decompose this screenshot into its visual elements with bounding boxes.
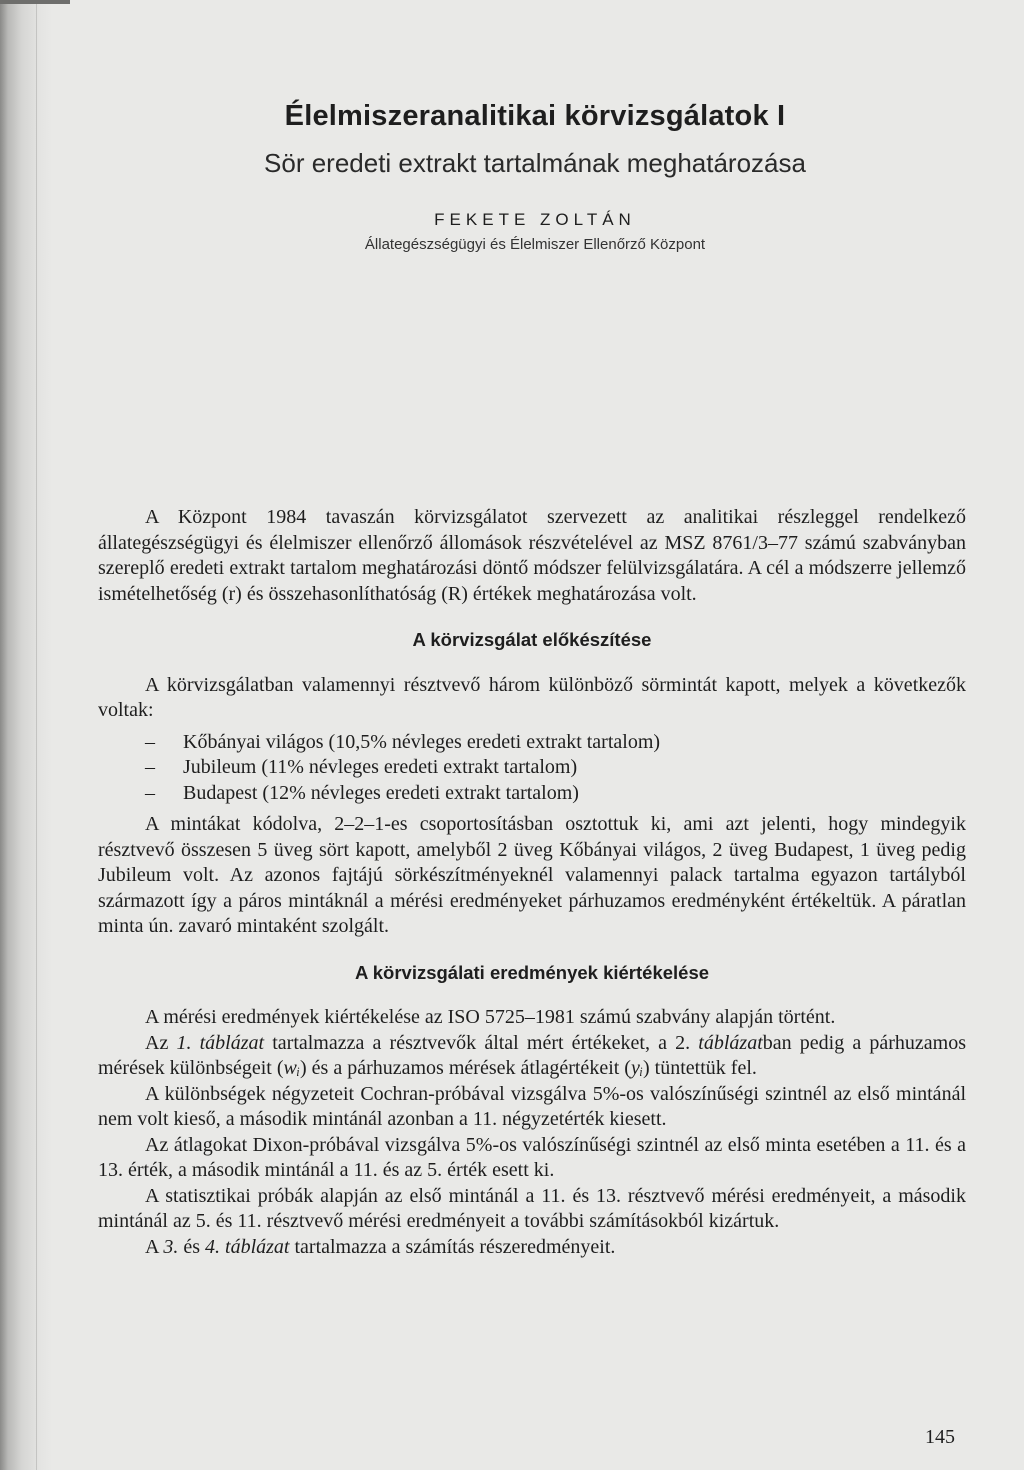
italic-table-ref: 1. táblázat (176, 1031, 265, 1054)
text-run: ) és a párhuzamos mérések átlagértékeit ( (300, 1057, 631, 1079)
list-item (145, 730, 966, 756)
list-item-text: Kőbányai világos (10,5% névleges eredeti extrakt tartalom) (183, 730, 661, 753)
evaluation-paragraph-3: A különbségek négyzeteit Cochran-próbával vizsgálva 5%-os valószínűségi szintnél az első mintánál nem volt kieső, a második mintánál azonban a 11. négyzetérték kiesett. (98, 1082, 966, 1130)
text-run: és (178, 1235, 206, 1258)
preparation-paragraph: A körvizsgálatban valamennyi résztvevő három különböző sörmintát kapott, melyek a következők voltak: (98, 673, 966, 721)
list-item-text: Jubileum (11% névleges eredeti extrakt tartalom) (183, 756, 578, 778)
sample-list (98, 730, 966, 807)
distribution-paragraph: A mintákat kódolva, 2–2–1-es csoportosításban osztottuk ki, ami azt jelenti, hogy mindegyik résztvevő összesen 5 üveg sört kapott, amelyből 2 üveg Kőbányai világos, 2 üveg Budapest, 1 üveg pedig Jubileum volt. Az azonos fajtájú sörkészítményeknél valamennyi palack tartalma egyazon tartályból származott így a páros mintáknál a mérési eredményeket párhuzamos eredményként értékeltük. A páratlan minta ún. zavaró mintaként szolgált. (98, 813, 966, 937)
evaluation-paragraph-5: A statisztikai próbák alapján az első mintánál a 11. és 13. résztvevő mérési eredményeit, a második mintánál az 5. és 11. résztvevő mérési eredményeit a további számításokból kizártuk. (98, 1184, 966, 1232)
italic-symbol-y: yᵢ (630, 1057, 644, 1079)
list-item (145, 781, 966, 807)
list-item (145, 755, 966, 781)
list-dash: – (145, 781, 155, 804)
italic-table-ref: táblázat (698, 1031, 763, 1054)
author-affiliation: Állategészségügyi és Élelmiszer Ellenőrző Központ (364, 236, 706, 253)
italic-table-ref: 4. táblázat (205, 1235, 290, 1258)
italic-table-ref: 3. (163, 1235, 179, 1258)
text-run: tartalmazza a számítás részeredményeit. (289, 1235, 616, 1258)
text-run: tartalmazza a résztvevők által mért értékeket, a 2. (264, 1031, 699, 1054)
text-run: ) tüntettük fel. (643, 1057, 757, 1079)
text-run: Az (145, 1031, 177, 1054)
section-heading-preparation: A körvizsgálat előkészítése (412, 629, 652, 650)
list-dash: – (145, 756, 155, 778)
section-heading-evaluation: A körvizsgálati eredmények kiértékelése (354, 961, 710, 983)
intro-paragraph: A Központ 1984 tavaszán körvizsgálatot szervezett az analitikai részleggel rendelkező állategészségügyi és élelmiszer ellenőrző állomások részvételével az MSZ 8761/3–77 számú szabványban szereplő eredeti extrakt tartalom meghatározási döntő módszer felülvizsgálatára. A cél a módszerre jellemző ismételhetőség (r) és összehasonlíthatóság (R) értékek meghatározása volt. (98, 506, 966, 605)
author-name: FEKETE ZOLTÁN (434, 210, 636, 229)
list-dash: – (145, 730, 155, 753)
italic-symbol-w: wᵢ (283, 1057, 301, 1079)
text-run: A (145, 1235, 164, 1258)
article-subtitle: Sör eredeti extrakt tartalmának meghatározása (264, 148, 806, 178)
evaluation-paragraph-1: A mérési eredmények kiértékelése az ISO 5725–1981 számú szabvány alapján történt. (145, 1006, 836, 1028)
evaluation-paragraph-2 (98, 1031, 966, 1082)
evaluation-paragraph-4: Az átlagokat Dixon-próbával vizsgálva 5%-os valószínűségi szintnél az első minta esetében a 11. és a 13. érték, a második mintánál a 11. és az 5. érték esett ki. (98, 1133, 966, 1181)
evaluation-paragraph-6 (98, 1235, 966, 1261)
text-run: ban pedig a párhuzamos mérések különbségeit ( (98, 1031, 967, 1079)
page-number: 145 (925, 1426, 955, 1448)
list-item-text: Budapest (12% névleges eredeti extrakt tartalom) (183, 781, 579, 804)
article-body (98, 505, 966, 1260)
article-title: Élelmiszeranalitikai körvizsgálatok I (284, 100, 786, 132)
